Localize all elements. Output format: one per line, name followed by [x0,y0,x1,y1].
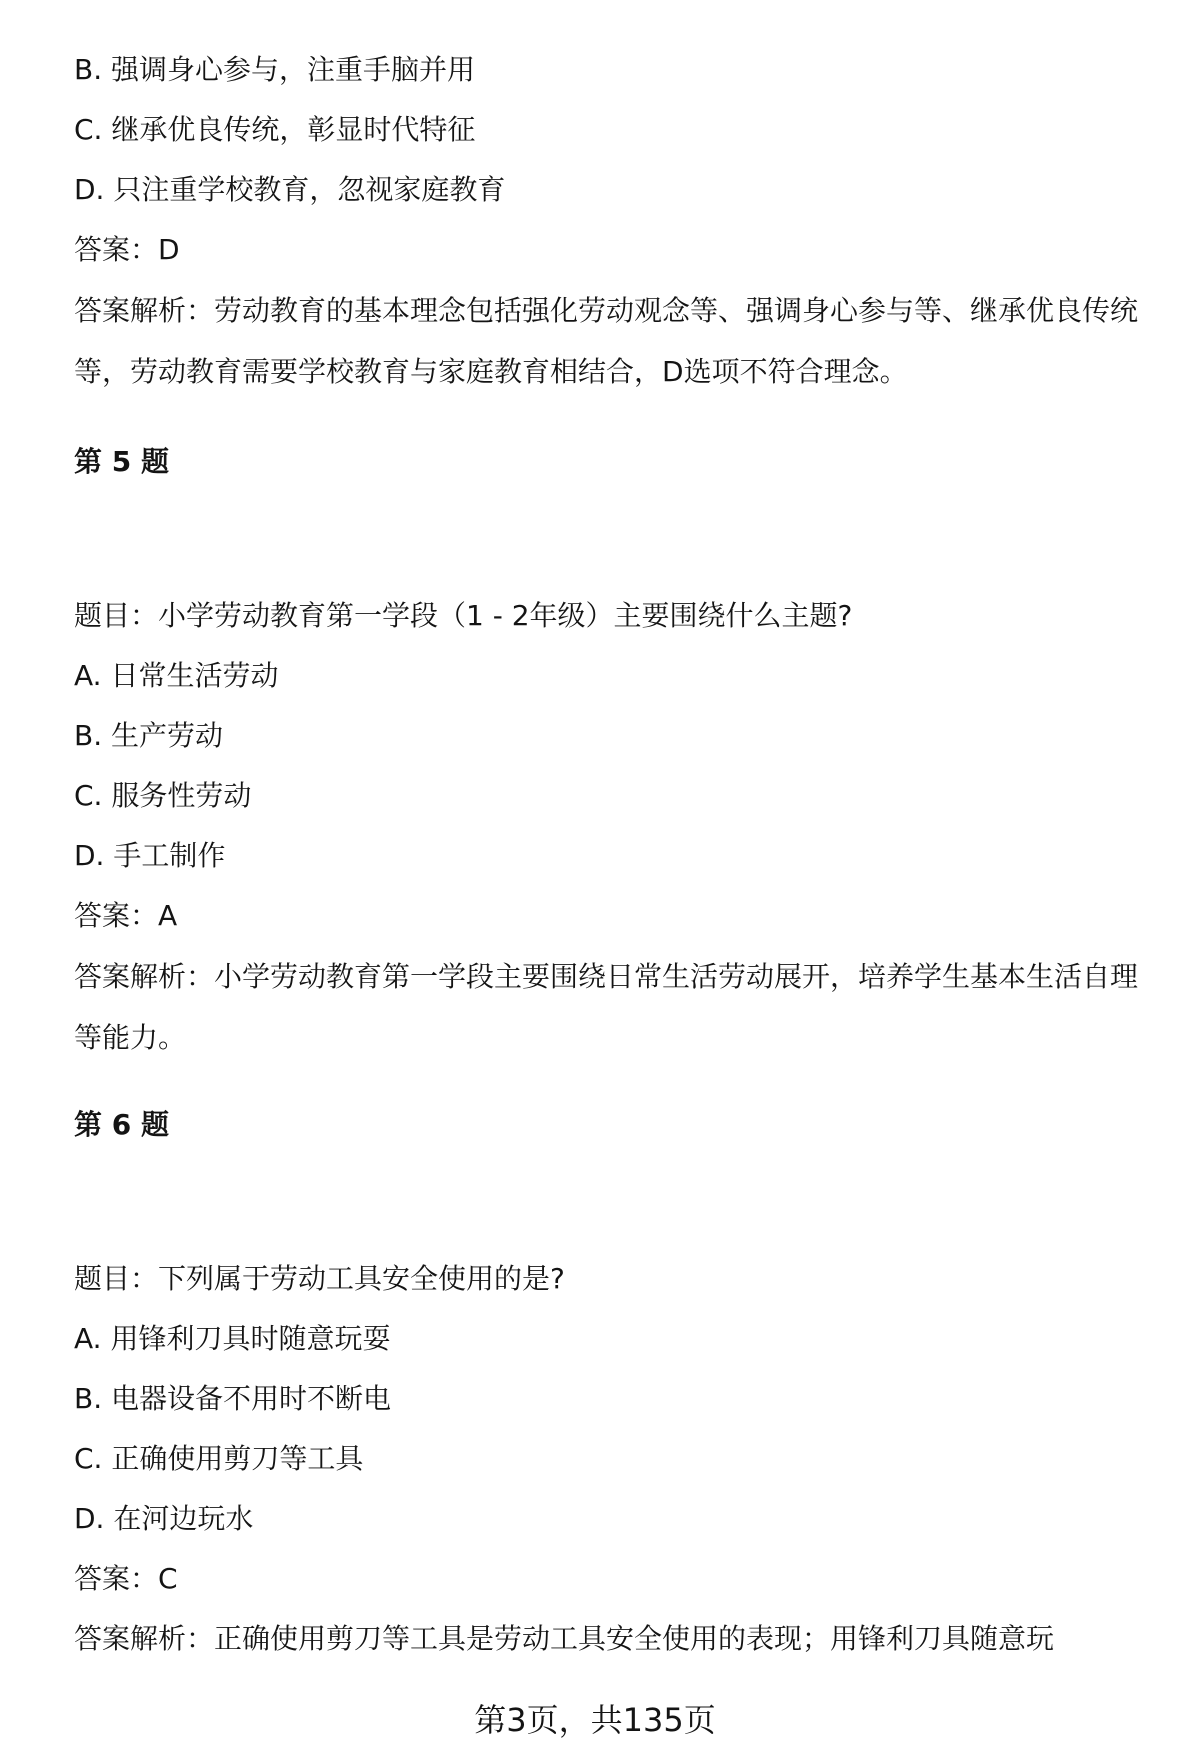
option-c: C. 正确使用剪刀等工具 [74,1442,364,1475]
answer-explanation: 答案解析：正确使用剪刀等工具是劳动工具安全使用的表现；用锋利刀具随意玩 [74,1622,1055,1655]
answer-explanation: 答案解析：小学劳动教育第一学段主要围绕日常生活劳动展开，培养学生基本生活自理等能力。 [74,960,1139,1054]
option-a: A. 用锋利刀具时随意玩耍 [74,1322,391,1355]
option-d: D. 手工制作 [74,839,226,872]
option-c: C. 继承优良传统，彰显时代特征 [74,113,476,146]
option-c: C. 服务性劳动 [74,779,252,812]
question-text: 题目：小学劳动教育第一学段（1 - 2年级）主要围绕什么主题? [74,599,853,632]
question-heading: 第 5 题 [74,445,169,478]
page-number: 第3页，共135页 [474,1701,716,1739]
option-d: D. 在河边玩水 [74,1502,254,1535]
option-a: A. 日常生活劳动 [74,659,279,692]
option-b: B. 电器设备不用时不断电 [74,1382,392,1415]
answer: 答案：A [74,899,178,932]
answer-explanation: 答案解析：劳动教育的基本理念包括强化劳动观念等、强调身心参与等、继承优良传统等，劳动教育需要学校教育与家庭教育相结合，D选项不符合理念。 [74,294,1139,388]
option-b: B. 强调身心参与，注重手脑并用 [74,53,476,86]
question-heading: 第 6 题 [74,1108,169,1141]
answer: 答案：C [74,1562,178,1595]
option-b: B. 生产劳动 [74,719,224,752]
question-text: 题目：下列属于劳动工具安全使用的是? [74,1262,565,1295]
option-d: D. 只注重学校教育，忽视家庭教育 [74,173,506,206]
answer: 答案：D [74,233,180,266]
